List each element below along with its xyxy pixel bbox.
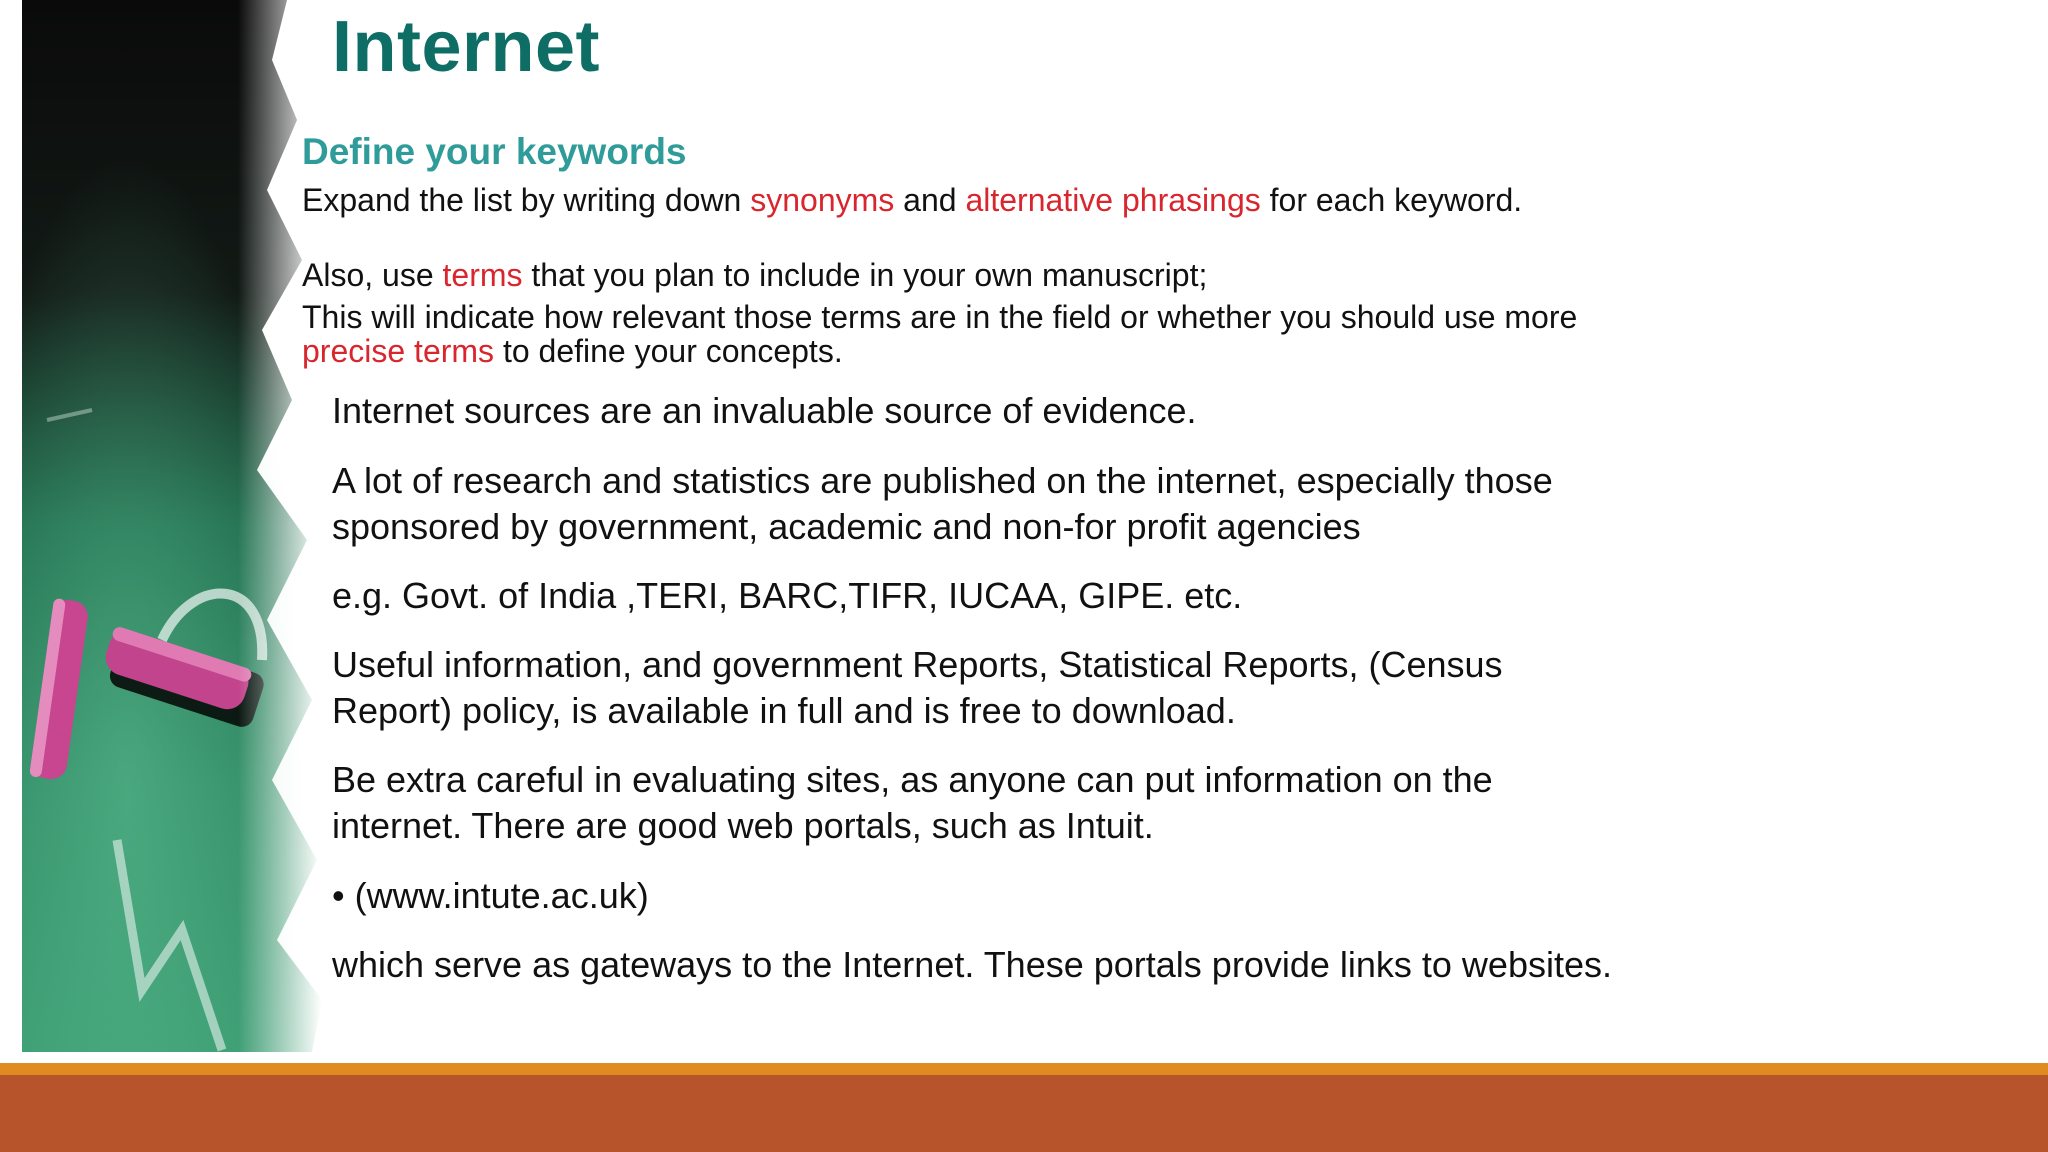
body-paragraph: Internet sources are an invaluable source of evidence. xyxy=(332,390,1197,431)
text-run: Also, use xyxy=(302,257,443,293)
body-paragraph: A lot of research and statistics are published on the internet, especially those sponsored by government, academic and non-for profit agencies xyxy=(332,460,1553,547)
highlight-synonyms: synonyms xyxy=(750,182,895,218)
body-paragraph: Be extra careful in evaluating sites, as anyone can put information on the internet. There are good web portals, such as Intuit. xyxy=(332,759,1493,846)
keywords-paragraph-2 xyxy=(302,258,1602,292)
chalkboard-illustration xyxy=(22,0,322,1052)
keywords-paragraph-3 xyxy=(302,300,1602,368)
keywords-paragraph-1 xyxy=(302,183,1602,217)
highlight-alternative-phrasings: alternative phrasings xyxy=(965,182,1261,218)
body-paragraph: which serve as gateways to the Internet. These portals provide links to websites. xyxy=(332,944,1612,985)
text-run: for each keyword. xyxy=(1260,182,1523,218)
text-run: This will indicate how relevant those terms are in the field or whether you should use more xyxy=(302,299,1578,335)
bullet-url: • (www.intute.ac.uk) xyxy=(332,875,649,916)
text-run: that you plan to include in your own manuscript; xyxy=(522,257,1208,293)
highlight-precise-terms: precise terms xyxy=(302,333,495,369)
text-run: and xyxy=(894,182,966,218)
body-paragraph: e.g. Govt. of India ,TERI, BARC,TIFR, IUCAA, GIPE. etc. xyxy=(332,575,1243,616)
footer-bar xyxy=(0,1075,2048,1152)
footer-accent-bar xyxy=(0,1063,2048,1075)
highlight-terms: terms xyxy=(442,257,523,293)
slide-subtitle: Define your keywords xyxy=(302,131,687,172)
text-run: Expand the list by writing down xyxy=(302,182,751,218)
text-run: to define your concepts. xyxy=(494,333,843,369)
chalkboard-image xyxy=(22,0,322,1052)
slide-title: Internet xyxy=(332,7,601,87)
body-paragraph: Useful information, and government Reports, Statistical Reports, (Census Report) policy, is available in full and is free to download. xyxy=(332,644,1503,731)
